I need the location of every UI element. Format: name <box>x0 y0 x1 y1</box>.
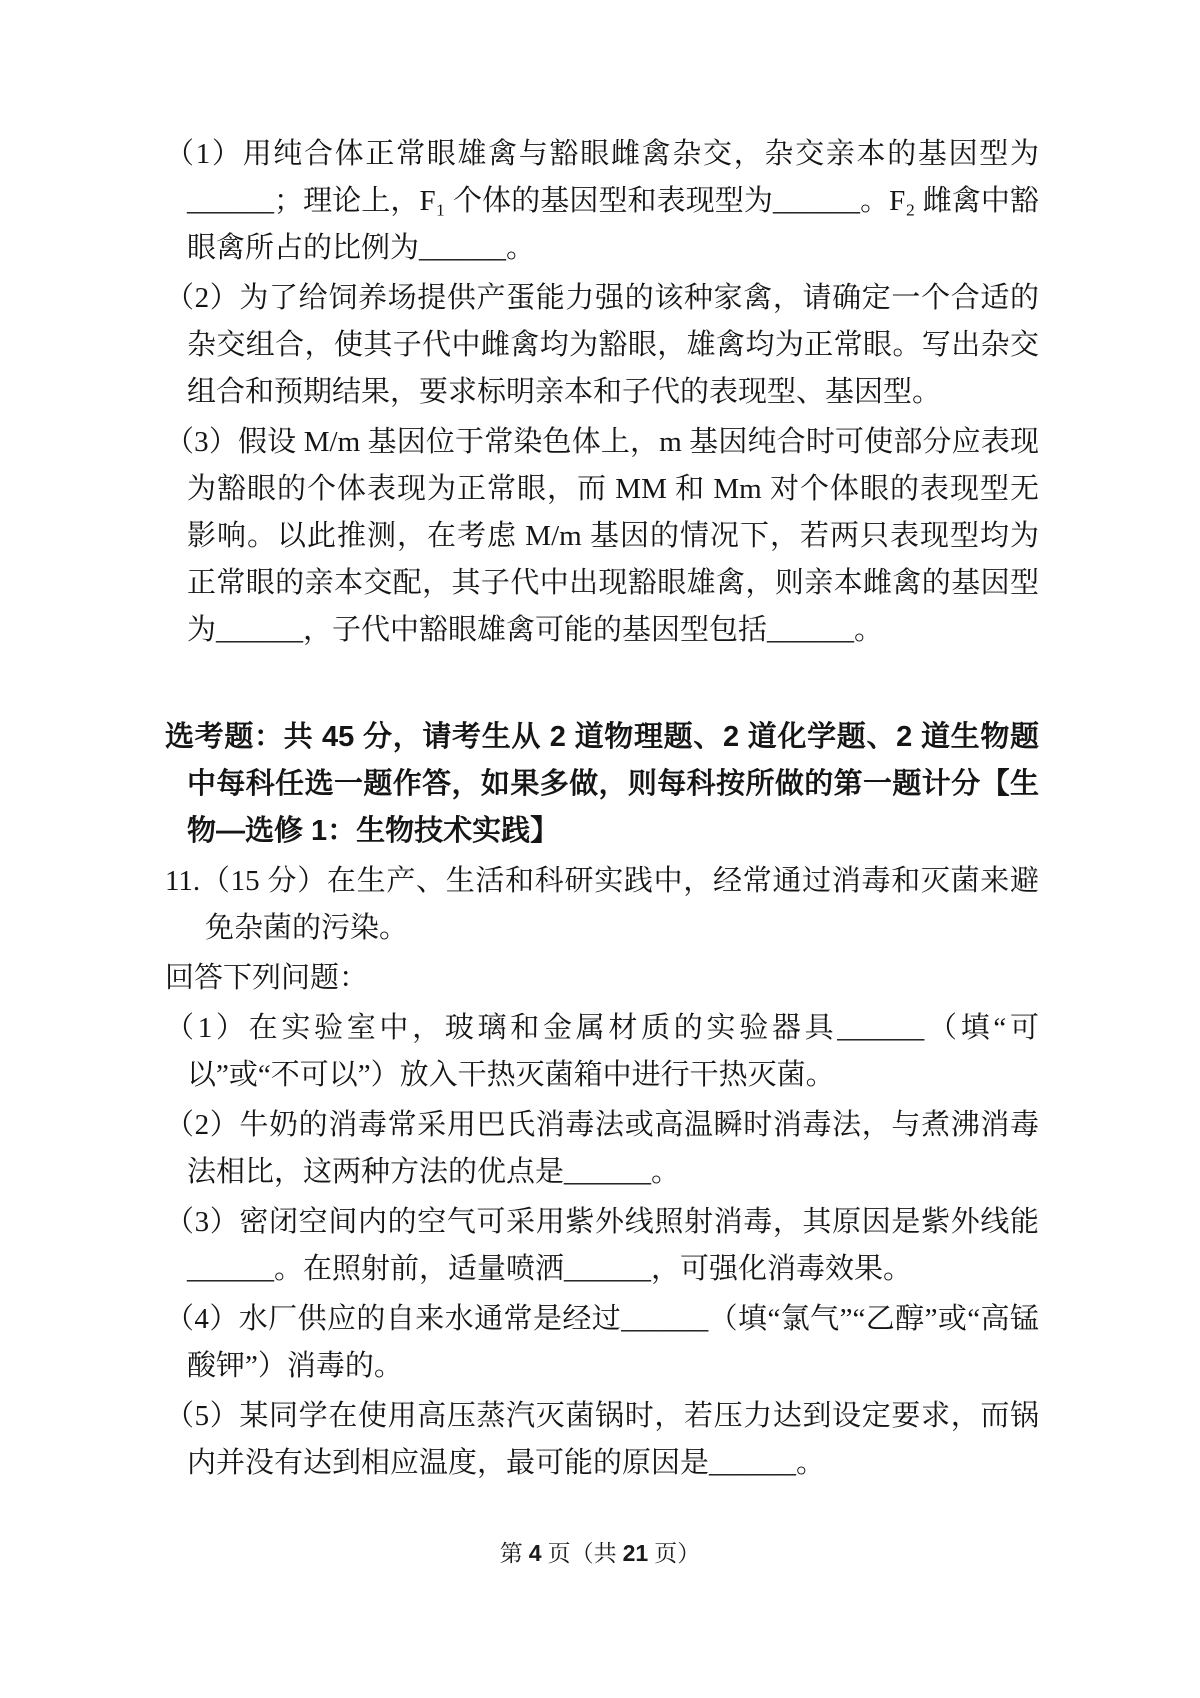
exam-content <box>165 131 1039 1490</box>
q11-answer-prompt: 回答下列问题： <box>165 962 369 994</box>
page-number: 4 <box>528 1540 542 1566</box>
q11-part-1: （1）在实验室中，玻璃和金属材质的实验器具______（填“可以”或“不可以”）放入干热灭菌箱中进行干热灭菌。 <box>165 1012 1039 1091</box>
total-pages: 21 <box>622 1540 649 1566</box>
q11-part-2: （2）牛奶的消毒常采用巴氏消毒法或高温瞬时消毒法，与煮沸消毒法相比，这两种方法的优点是______。 <box>165 1109 1039 1188</box>
q10-part-3: （3）假设 M/m 基因位于常染色体上，m 基因纯合时可使部分应表现为豁眼的个体表现为正常眼，而 MM 和 Mm 对个体眼的表现型无影响。以此推测，在考虑 M/m 基因的情况下，若两只表现型均为正常眼的亲本交配，其子代中出现豁眼雄禽，则亲本雌禽的基因型为______，子代中豁眼雄禽可能的基因型包括______。 <box>165 426 1039 646</box>
footer-label-prefix: 第 <box>499 1541 523 1566</box>
elective-section-heading: 选考题：共 45 分，请考生从 2 道物理题、2 道化学题、2 道生物题中每科任选一题作答，如果多做，则每科按所做的第一题计分【生物—选修 1：生物技术实践】 <box>165 721 1039 847</box>
q11-intro: 11.（15 分）在生产、生活和科研实践中，经常通过消毒和灭菌来避免杂菌的污染。 <box>165 865 1039 944</box>
q11-part-5: （5）某同学在使用高压蒸汽灭菌锅时，若压力达到设定要求，而锅内并没有达到相应温度，最可能的原因是______。 <box>165 1400 1039 1479</box>
footer-label-mid: 页（共 <box>547 1541 617 1566</box>
q10-part-1: （1）用纯合体正常眼雄禽与豁眼雌禽杂交，杂交亲本的基因型为______；理论上，F₁ 个体的基因型和表现型为______。F₂ 雌禽中豁眼禽所占的比例为______。 <box>165 138 1039 264</box>
q11-part-3: （3）密闭空间内的空气可采用紫外线照射消毒，其原因是紫外线能______。在照射前，适量喷洒______，可强化消毒效果。 <box>165 1206 1039 1285</box>
q10-part-2: （2）为了给饲养场提供产蛋能力强的该种家禽，请确定一个合适的杂交组合，使其子代中雌禽均为豁眼，雄禽均为正常眼。写出杂交组合和预期结果，要求标明亲本和子代的表现型、基因型。 <box>165 282 1039 408</box>
q11-part-4: （4）水厂供应的自来水通常是经过______（填“氯气”“乙醇”或“高锰酸钾”）消毒的。 <box>165 1303 1039 1382</box>
page-footer <box>0 1535 1200 1568</box>
footer-label-suffix: 页） <box>654 1541 701 1566</box>
